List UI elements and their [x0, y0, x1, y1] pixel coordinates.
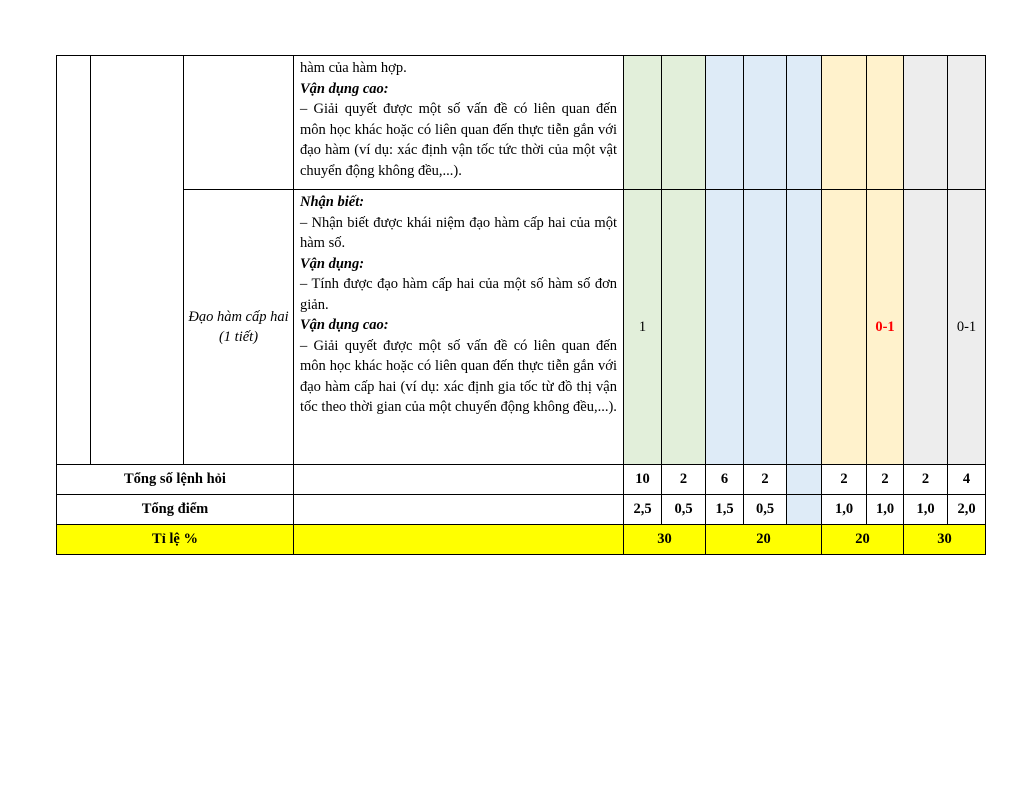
total-cell: 2 [904, 465, 948, 495]
description-line: – Giải quyết được một số vấn đề có liên quan đến môn học khác hoặc có liên quan đến thực tiễn gắn với đạo hàm (ví dụ: xác định vận tốc tức thời của một vật chuyển động không đều,...). [300, 101, 617, 179]
level-heading: Vận dụng cao: [300, 80, 389, 97]
count-cell [867, 56, 904, 190]
row-label: Tổng số lệnh hỏi [57, 465, 294, 495]
points-cell: 1,0 [904, 495, 948, 525]
topic-cell [184, 56, 294, 190]
total-cell: 6 [706, 465, 744, 495]
total-questions-row [57, 465, 986, 495]
points-cell: 0,5 [744, 495, 787, 525]
table-row [57, 56, 986, 190]
level-heading: Nhận biết: [300, 194, 365, 210]
level-heading: Vận dụng: [300, 255, 365, 272]
count-cell [662, 56, 706, 190]
ratio-cell: 30 [904, 525, 986, 555]
table-row [57, 190, 986, 465]
requirement-description [294, 190, 624, 465]
count-cell [662, 190, 706, 465]
count-cell [624, 56, 662, 190]
index-cell [57, 56, 91, 465]
count-cell [787, 56, 822, 190]
total-cell: 10 [624, 465, 662, 495]
points-cell: 1,0 [867, 495, 904, 525]
ratio-cell: 30 [624, 525, 706, 555]
points-cell: 2,0 [948, 495, 986, 525]
points-cell [787, 495, 822, 525]
description-line: – Tính được đạo hàm cấp hai của một số hàm số đơn giản. [300, 276, 617, 313]
count-cell [706, 56, 744, 190]
ratio-cell: 20 [706, 525, 822, 555]
count-cell [787, 190, 822, 465]
empty-cell [294, 495, 624, 525]
requirement-description [294, 56, 624, 190]
count-cell: 0-1 [948, 190, 986, 465]
count-cell: 1 [624, 190, 662, 465]
points-cell: 0,5 [662, 495, 706, 525]
count-cell [904, 56, 948, 190]
total-cell: 2 [867, 465, 904, 495]
total-cell: 2 [662, 465, 706, 495]
points-cell: 2,5 [624, 495, 662, 525]
total-cell: 2 [822, 465, 867, 495]
total-cell: 4 [948, 465, 986, 495]
level-heading: Vận dụng cao: [300, 317, 389, 333]
description-line: – Giải quyết được một số vấn đề có liên quan đến môn học khác hoặc có liên quan đến thực tiễn gắn với đạo hàm cấp hai (ví dụ: xác định gia tốc từ đồ thị vận tốc theo thời gian của một chuyển động không đều,...). [300, 337, 617, 415]
empty-cell [294, 525, 624, 555]
count-cell [744, 56, 787, 190]
points-cell: 1,5 [706, 495, 744, 525]
count-cell [948, 56, 986, 190]
count-cell [904, 190, 948, 465]
empty-cell [294, 465, 624, 495]
description-line: hàm của hàm hợp. [300, 60, 407, 76]
ratio-row [57, 525, 986, 555]
count-cell-highlight: 0-1 [867, 190, 904, 465]
ratio-cell: 20 [822, 525, 904, 555]
total-cell [787, 465, 822, 495]
total-points-row [57, 495, 986, 525]
count-cell [822, 56, 867, 190]
count-cell [822, 190, 867, 465]
topic-cell: Đạo hàm cấp hai (1 tiết) [184, 190, 294, 465]
chapter-cell [91, 56, 184, 465]
row-label: Tổng điểm [57, 495, 294, 525]
points-cell: 1,0 [822, 495, 867, 525]
count-cell [706, 190, 744, 465]
description-line: – Nhận biết được khái niệm đạo hàm cấp hai của một hàm số. [300, 214, 617, 251]
row-label: Tỉ lệ % [57, 525, 294, 555]
assessment-matrix-table [56, 55, 986, 555]
total-cell: 2 [744, 465, 787, 495]
count-cell [744, 190, 787, 465]
